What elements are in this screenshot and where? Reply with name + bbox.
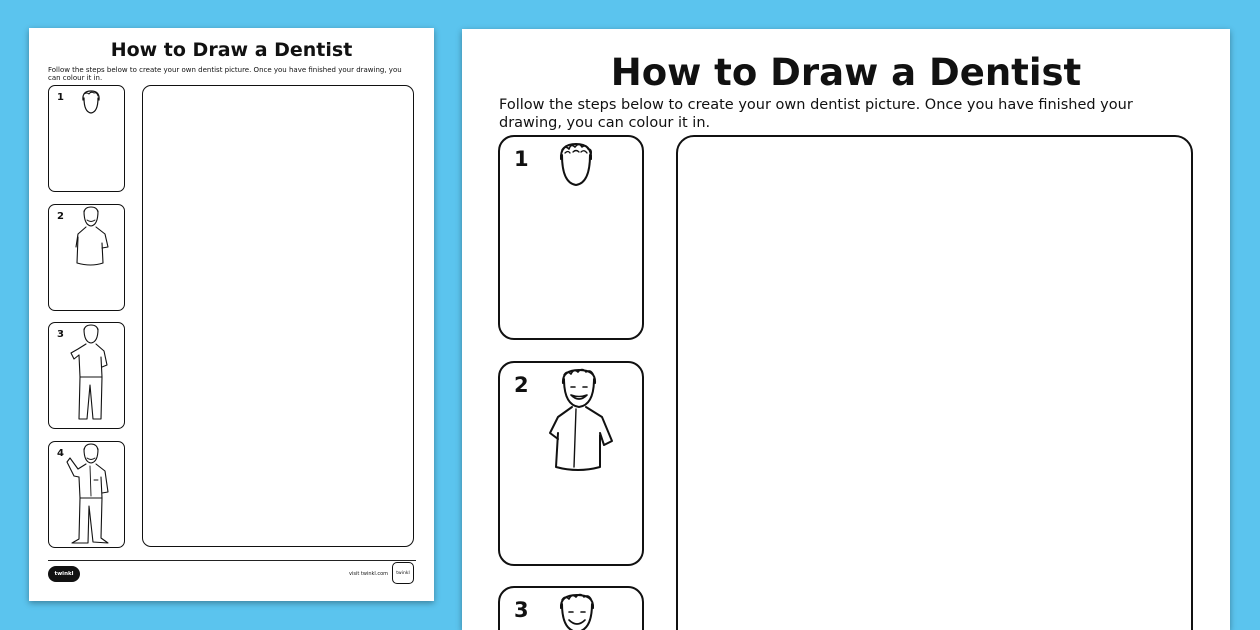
footer-visit-text: visit twinkl.com	[349, 571, 389, 577]
drawing-area	[142, 85, 414, 547]
worksheet-title: How to Draw a Dentist	[610, 51, 1082, 94]
partner-logo: twinkl	[392, 562, 414, 584]
step-number: 1	[514, 147, 529, 171]
step-box-2	[48, 204, 125, 311]
step-number: 1	[57, 92, 64, 103]
head-outline-drawing	[75, 88, 105, 118]
full-body-detailed-drawing	[64, 444, 116, 546]
step-box-1	[498, 135, 644, 340]
step-box-3	[498, 586, 644, 630]
step-number: 4	[57, 448, 64, 459]
worksheet-instructions: Follow the steps below to create your own dentist picture. Once you have finished your drawing, you can colour it in.	[48, 66, 402, 82]
step-number: 2	[57, 211, 64, 222]
worksheet-preview-large	[462, 29, 1230, 630]
step-box-1	[48, 85, 125, 192]
head-outline-drawing	[556, 141, 598, 189]
head-and-torso-drawing	[546, 367, 618, 477]
step-number: 3	[57, 329, 64, 340]
step-box-4	[48, 441, 125, 548]
full-body-outline-drawing	[66, 325, 114, 425]
drawing-area	[676, 135, 1193, 630]
footer-divider	[48, 560, 416, 561]
step-number: 2	[514, 373, 529, 397]
step-box-2	[498, 361, 644, 566]
full-body-outline-drawing	[556, 592, 600, 630]
worksheet-preview-small	[29, 28, 434, 601]
worksheet-title: How to Draw a Dentist	[110, 39, 353, 61]
step-box-3	[48, 322, 125, 429]
step-number: 3	[514, 598, 529, 622]
worksheet-instructions: Follow the steps below to create your own dentist picture. Once you have finished your drawing, you can colour it in.	[499, 97, 1133, 131]
brand-logo: twinkl	[48, 566, 80, 582]
head-and-torso-drawing	[71, 207, 111, 269]
